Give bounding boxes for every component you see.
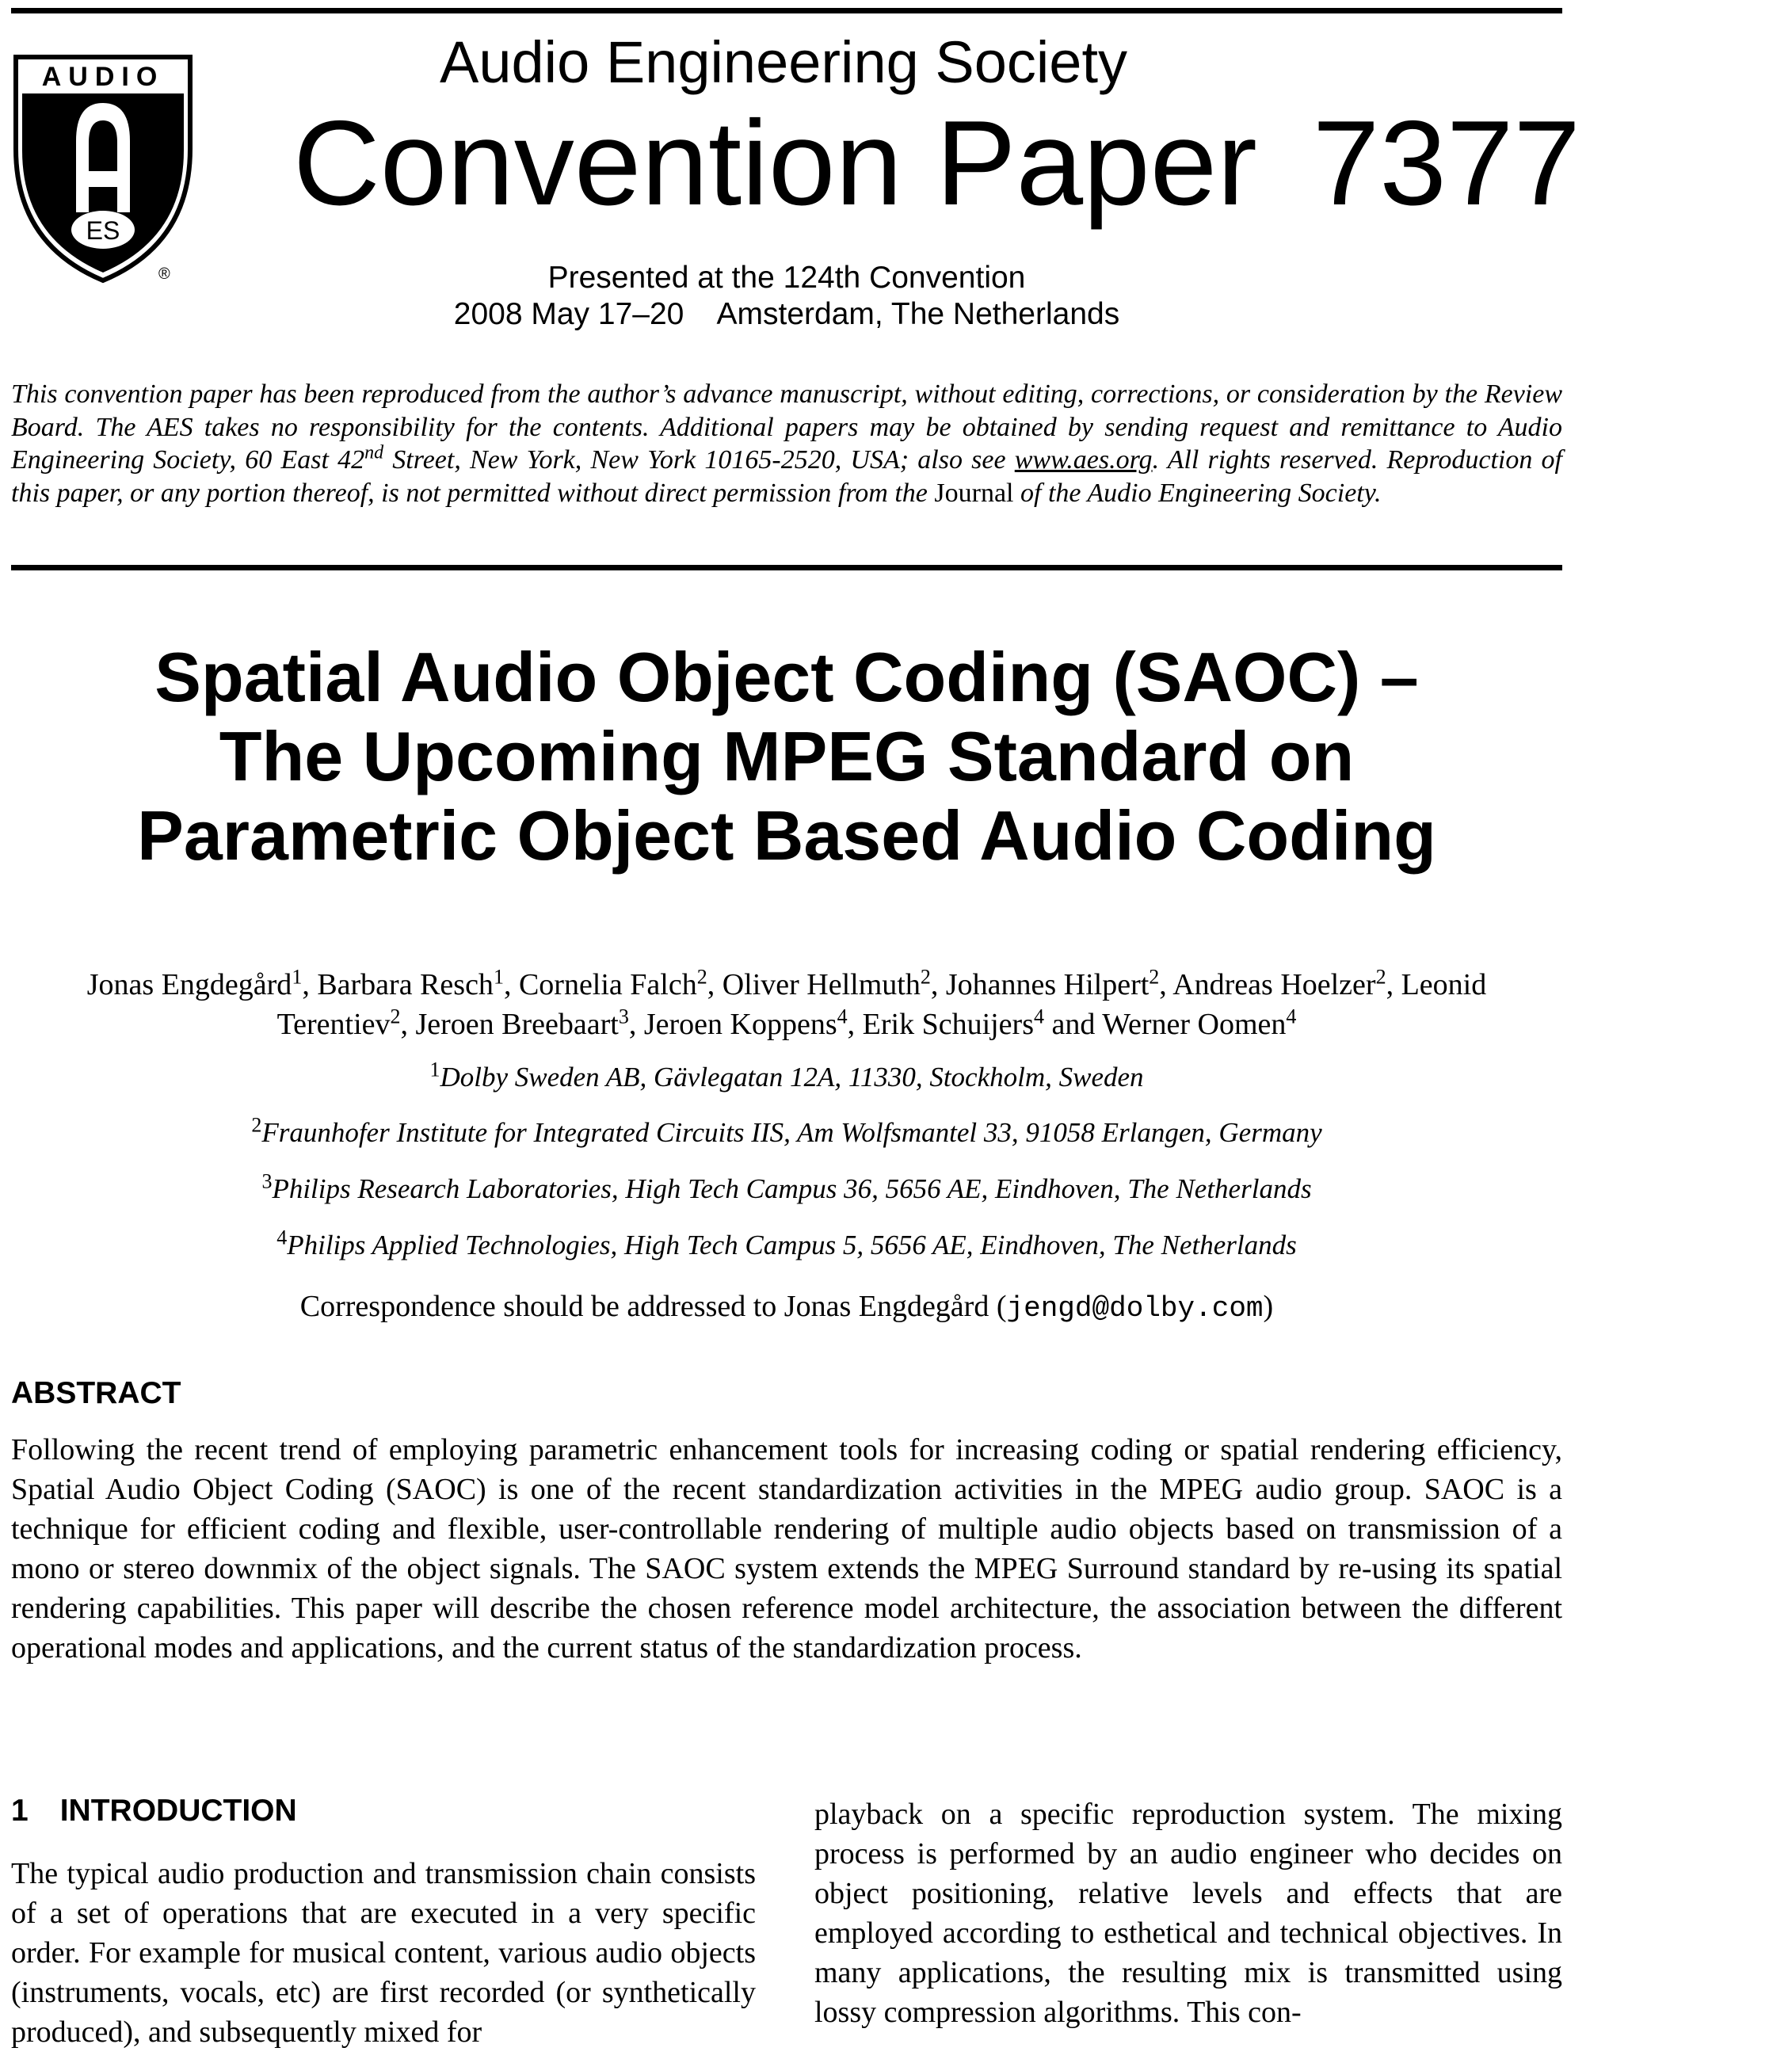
author-name: Werner Oomen xyxy=(1102,1008,1287,1041)
author-affiliation-mark: 2 xyxy=(390,1005,401,1028)
author-name: Jeroen Breebaart xyxy=(415,1008,619,1041)
title-line-2: The Upcoming MPEG Standard on xyxy=(219,717,1355,795)
author-affiliation-mark: 4 xyxy=(1286,1005,1297,1028)
affiliation-3: $^3$Philips Research Laboratories, High Tech Campus 36, 5656 AE, Eindhoven, The Netherlands xyxy=(261,1169,1312,1204)
author-name: Leonid Terentiev xyxy=(276,968,1487,1041)
paper-title xyxy=(0,638,1573,875)
author-affiliation-mark: 4 xyxy=(837,1005,848,1028)
header-divider xyxy=(11,565,1562,570)
logo-text-bottom: ES xyxy=(86,216,120,245)
top-rule xyxy=(11,8,1562,13)
author-name: Jonas Engdegård xyxy=(86,968,292,1001)
author-name: Johannes Hilpert xyxy=(945,968,1150,1001)
convention-paper-title xyxy=(293,96,1580,231)
aes-logo xyxy=(11,54,198,284)
paper-number: 7377 xyxy=(1312,96,1580,231)
author-affiliation-mark: 1 xyxy=(292,965,303,989)
author-affiliation-mark: 2 xyxy=(1375,965,1386,989)
author-affiliation-mark: 2 xyxy=(920,965,931,989)
intro-right-column: playback on a specific reproduction system. The mixing process is performed by an audio engineer who decides on object positioning, relative levels and effects that are employed according to esthetical and technical objectives. In many applications, the resulting mix is transmitted using lossy compression algorithms. This con- xyxy=(814,1798,1562,2029)
author-name: Oliver Hellmuth xyxy=(722,968,921,1001)
logo-text-top: AUDIO xyxy=(41,62,165,92)
author-affiliation-mark: 3 xyxy=(618,1005,629,1028)
author-name: Jeroen Koppens xyxy=(643,1008,837,1041)
presented-line-2: 2008 May 17–20 Amsterdam, The Netherlands xyxy=(453,297,1120,331)
affiliation-1: $^1$Dolby Sweden AB, Gävlegatan 12A, 11330, Stockholm, Sweden xyxy=(429,1058,1144,1093)
author-affiliation-mark: 4 xyxy=(1034,1005,1044,1028)
aes-website-link[interactable]: www.aes.org xyxy=(1014,445,1153,475)
affiliation-2: $^2$Fraunhofer Institute for Integrated Circuits IIS, Am Wolfsmantel 33, 91058 Erlangen, Germany xyxy=(251,1113,1322,1148)
presented-line-1: Presented at the 124th Convention xyxy=(547,261,1026,295)
title-line-3: Parametric Object Based Audio Coding xyxy=(137,796,1436,875)
abstract-heading: ABSTRACT xyxy=(11,1376,181,1410)
correspondence: Correspondence should be addressed to Jonas Engdegård (jengd@dolby.com) xyxy=(299,1290,1274,1325)
author-name: Erik Schuijers xyxy=(862,1008,1034,1041)
intro-left-column: The typical audio production and transmission chain consists of a set of operations that are executed in a very specific order. For example for musical content, various audio objects (instruments, vocals, etc) are first recorded (or synthetically produced), and subsequently mixed for xyxy=(11,1857,756,2049)
correspondence-email[interactable]: jengd@dolby.com xyxy=(1006,1292,1264,1325)
abstract-text: Following the recent trend of employing parametric enhancement tools for increasing coding or spatial rendering efficiency, Spatial Audio Object Coding (SAOC) is one of the recent standardization activities in the MPEG audio group. SAOC is a technique for efficient coding and flexible, user-controllable rendering of multiple audio objects based on transmission of a mono or stereo downmix of the object signals. The SAOC system extends the MPEG Surround standard by re-using its spatial rendering capabilities. This paper will describe the chosen reference model architecture, the association between the different operational modes and applications, and the current status of the standardization process. xyxy=(11,1433,1562,1665)
author-name: Andreas Hoelzer xyxy=(1172,968,1376,1001)
author-affiliation-mark: 2 xyxy=(1149,965,1160,989)
author-affiliation-mark: 1 xyxy=(493,965,504,989)
title-line-1: Spatial Audio Object Coding (SAOC) – xyxy=(154,638,1419,716)
disclaimer: This convention paper has been reproduced from the author’s advance manuscript, without editing, corrections, or consideration by the Review Board. The AES takes no responsibility for the contents. Additional papers may be obtained by sending request and remittance to Audio Engineering Society, 60 East 42nd Street, New York, New York 10165-2520, USA; also see www.aes.org. All rights reserved. Reproduction of this paper, or any portion thereof, is not permitted without direct permission from the Journal of the Audio Engineering Society. xyxy=(11,379,1562,508)
author-name: Cornelia Falch xyxy=(518,968,697,1001)
series-label: Convention Paper xyxy=(293,96,1257,231)
introduction-heading: 1 INTRODUCTION xyxy=(11,1794,297,1828)
author-affiliation-mark: 2 xyxy=(696,965,707,989)
society-name: Audio Engineering Society xyxy=(440,29,1128,95)
author-name: Barbara Resch xyxy=(317,968,494,1001)
affiliation-4: $^4$Philips Applied Technologies, High Tech Campus 5, 5656 AE, Eindhoven, The Netherlands xyxy=(276,1226,1297,1260)
registered-mark: ® xyxy=(158,265,170,283)
author-list: Jonas Engdegård$^1$, Barbara Resch$^1$, Cornelia Falch$^2$, Oliver Hellmuth$^2$, Johannes Hilpert$^2$, Andreas Hoelzer$^2$, Leonid Terentiev$^2$, Jeroen Breebaart$^3$, Jeroen Koppens$^4$, Erik Schuijers$^4$ and Werner Oomen$^4$ xyxy=(86,965,1487,1041)
